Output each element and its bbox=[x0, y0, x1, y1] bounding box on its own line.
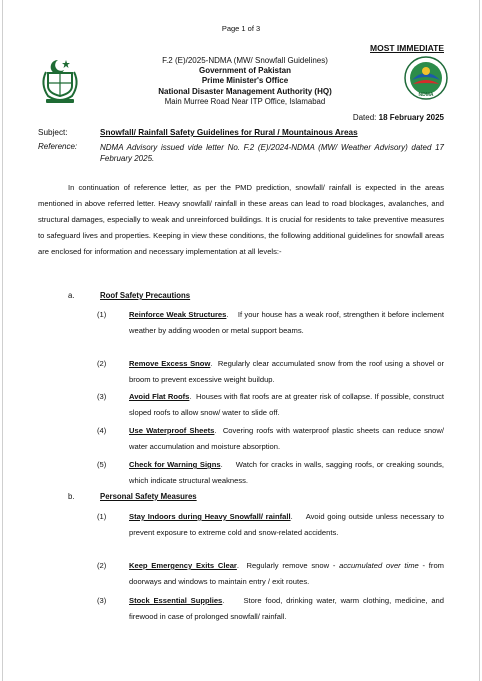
file-number: F.2 (E)/2025-NDMA (MW/ Snowfall Guidelines) bbox=[162, 56, 328, 65]
ndma-logo-text: NDMA bbox=[418, 92, 434, 98]
item-heading: Remove Excess Snow bbox=[129, 359, 211, 368]
section-title: Personal Safety Measures bbox=[100, 492, 197, 501]
section-letter: a. bbox=[68, 291, 75, 300]
page-border-right bbox=[479, 0, 480, 681]
item-text: Watch for cracks in walls, sagging roofs, or creaking sounds, which indicate structural weakness. bbox=[129, 460, 444, 485]
item-text: Houses with flat roofs are at greater risk of collapse. If possible, construct sloped roofs to allow snow/ water to slide off. bbox=[129, 392, 444, 417]
ndma-logo-icon bbox=[404, 56, 448, 100]
item-number: (1) bbox=[97, 310, 107, 319]
office-name: Prime Minister's Office bbox=[201, 76, 289, 86]
section-title: Roof Safety Precautions bbox=[100, 291, 191, 300]
item-text: If your house has a weak roof, strengthen it before inclement weather by adding wooden or metal support beams. bbox=[129, 310, 444, 335]
letterhead bbox=[100, 56, 390, 107]
subject-text: Snowfall/ Rainfall Safety Guidelines for Rural / Mountainous Areas bbox=[100, 128, 358, 137]
page-number: Page 1 of 3 bbox=[221, 24, 261, 33]
item-number: (2) bbox=[97, 561, 107, 570]
item-heading: Stay Indoors during Heavy Snowfall/ rainfall bbox=[129, 512, 291, 521]
item-text: Avoid going outside unless necessary to prevent exposure to extreme cold and snow-related accidents. bbox=[129, 512, 444, 537]
date-value: 18 February 2025 bbox=[378, 113, 444, 122]
pakistan-state-emblem-icon bbox=[38, 56, 82, 104]
item-text-end: - from doorways and windows to maintain entry / exit routes. bbox=[129, 561, 444, 586]
item-heading: Reinforce Weak Structures bbox=[129, 310, 227, 319]
intro-paragraph: In continuation of reference letter, as per the PMD prediction, snowfall/ rainfall is expected in the areas mentioned in above referred letter. Heavy snowfall/ rainfall in these areas can lead to road blockages, avalanches, and structural damages, especially to weak and unreinforced buildings. It is crucial for residents to take preventive measures to safeguard lives and properties. Keeping in view these conditions, the following additional guidelines for snowfall areas are enclosed for information and necessary implementation at all levels:- bbox=[38, 183, 444, 256]
page-border-left bbox=[2, 0, 3, 681]
government-name: Government of Pakistan bbox=[198, 66, 292, 76]
item-number: (1) bbox=[97, 512, 107, 521]
office-address: Main Murree Road Near ITP Office, Islamabad bbox=[164, 96, 326, 106]
item-heading: Stock Essential Supplies bbox=[129, 596, 223, 605]
item-heading: Avoid Flat Roofs bbox=[129, 392, 190, 401]
item-text: Regularly clear accumulated snow from the roof using a shovel or broom to prevent excessive weight buildup. bbox=[129, 359, 444, 384]
subject-label: Subject: bbox=[38, 128, 68, 137]
item-text-start: Regularly remove snow - bbox=[246, 561, 340, 570]
item-number: (3) bbox=[97, 596, 107, 605]
date-label: Dated: bbox=[352, 113, 377, 122]
section-letter: b. bbox=[68, 492, 75, 501]
date-line bbox=[353, 113, 444, 122]
item-text: Store food, drinking water, warm clothing, medicine, and firewood in case of prolonged snowfall/ rainfall. bbox=[129, 596, 445, 621]
item-text: Covering roofs with waterproof plastic sheets can reduce snow/ water accumulation and moisture absorption. bbox=[129, 426, 444, 451]
item-heading: Keep Emergency Exits Clear bbox=[129, 561, 237, 570]
item-number: (4) bbox=[97, 426, 107, 435]
item-heading: Check for Warning Signs bbox=[129, 460, 221, 469]
item-number: (5) bbox=[97, 460, 107, 469]
document-page: Page 1 of 3 MOST IMMEDIATE NDMA F.2 (E)/2025-NDMA (MW/ Snowfall Guidelines) Government of Pakistan Prime Minister's Office National Disaster Management Authority (HQ) Main Murree Road Near ITP Office, Islamabad Dated: 18 February 2025 Subject: Snowfall/ Rainfall Safety Guidelines for Rural / Mountainous Areas Reference: NDMA Advisory issued vide letter No. F.2 (E)/2024-NDMA (MW/ Weather Advisory) dated 17 February 2025. In continuation of reference letter, as per the PMD prediction, snowfall/ rainfall is expected in the areas mentioned in above referred letter. Heavy snowfall/ rainfall in these areas can lead to road blockages, avalanches, and structural damages, especially to weak and unreinforced buildings. It is crucial for residents to take preventive measures to safeguard lives and properties. Keeping in view these conditions, the following additional guidelines for snowfall areas are enclosed for information and necessary implementation at all levels:- a. Roof Safety Precautions (1) Reinforce Weak Structures. If your house has a weak roof, strengthen it before inclement weather by adding wooden or metal support beams. (2) Remove Excess Snow. Regularly clear accumulated snow from the roof using a shovel or broom to prevent excessive weight buildup. (3) Avoid Flat Roofs. Houses with flat roofs are at greater risk of collapse. If possible, construct sloped roofs to allow snow/ water to slide off. (4) Use Waterproof Sheets. Covering roofs with waterproof plastic sheets can reduce snow/ water accumulation and moisture absorption. (5) Check for Warning Signs. Watch for cracks in walls, sagging roofs, or creaking sounds, which indicate structural weakness. b. Personal Safety Measures (1) Stay Indoors during Heavy Snowfall/ rainfall. Avoid going outside unless necessary to prevent exposure to extreme cold and snow-related accidents. (2) Keep Emergency Exits Clear. Regularly remove snow - accumulated over time - from doorways and windows to maintain entry / exit routes. (3) Stock Essential Supplies. Store food, drinking water, warm clothing, medicine, and firewood in case of prolonged snowfall/ rainfall. bbox=[0, 0, 482, 681]
reference-label: Reference: bbox=[38, 142, 78, 151]
item-number: (3) bbox=[97, 392, 107, 401]
item-number: (2) bbox=[97, 359, 107, 368]
authority-name: National Disaster Management Authority (HQ) bbox=[158, 86, 332, 96]
priority-label: MOST IMMEDIATE bbox=[370, 43, 444, 53]
item-text-italic: accumulated over time bbox=[339, 561, 419, 570]
reference-text: NDMA Advisory issued vide letter No. F.2 (E)/2024-NDMA (MW/ Weather Advisory) dated 17 February 2025. bbox=[100, 143, 444, 163]
item-heading: Use Waterproof Sheets bbox=[129, 426, 215, 435]
